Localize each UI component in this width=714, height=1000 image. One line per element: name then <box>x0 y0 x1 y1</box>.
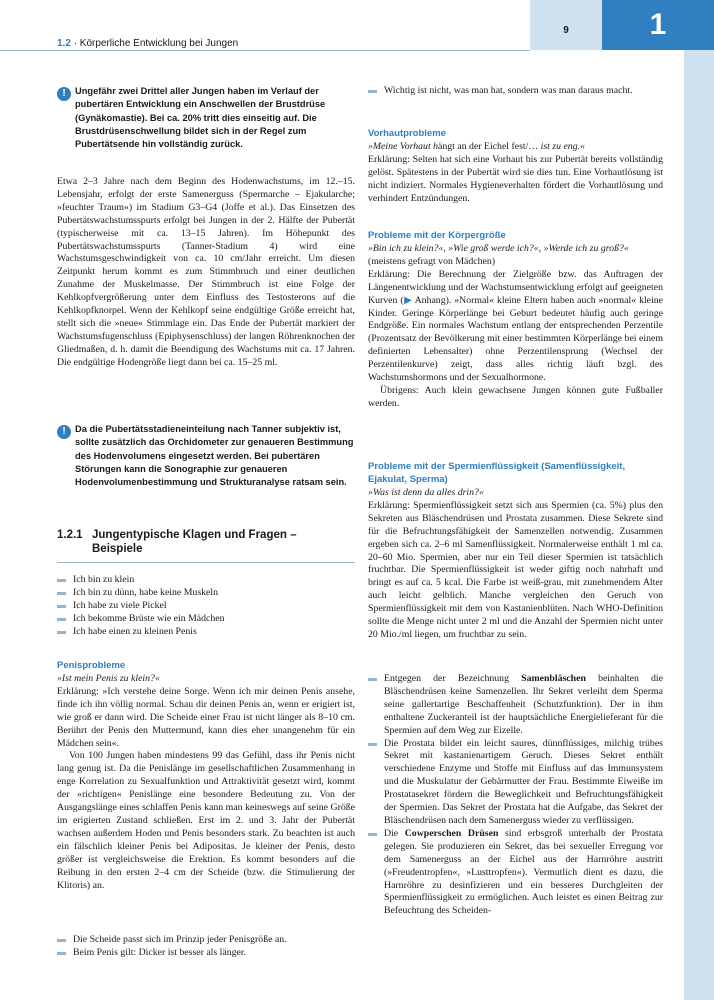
page-number: 9 <box>563 25 569 36</box>
penis-section <box>57 673 355 892</box>
height-question: »Bin ich zu klein?«, »Wie groß werde ich?«, »Werde ich zu groß?« <box>368 243 629 254</box>
page-number-tab <box>530 0 602 50</box>
list-item: Die Cowperschen Drüsen sind erbsgroß unterhalb der Prostata gelegen. Sie produzieren ein Sekret, das bei sexueller Erregung vor dem Samenerguss an der Eichel aus der Harnröhre austritt (»Freudentropfen«, »Lusttropfen«). Vermutlich dient es dazu, die Harnröhre zu desinfizieren und ein besseres Durchgleiten der Spermienflüssigkeit zu ermöglichen. Auch leistet es einen Beitrag zur Befeuchtung des Scheiden- <box>368 828 663 918</box>
note-tanner: Da die Pubertätsstadieneinteilung nach Tanner subjektiv ist, sollte zusätzlich das Orchidometer zur genaueren Bestimmung des Hodenvolumens eingesetzt werden. Bei pubertären Störungen kann die Sonographie zur genaueren Hodenvolumenbestimmung und Strukturanalyse ratsam sein. <box>75 424 354 488</box>
penis-text: Von 100 Jungen haben mindestens 99 das Gefühl, dass ihr Penis nicht lang genug ist. Da die Penislänge im gesellschaftlichen Zusammenhang in enge Korrelation zu Sexualfunktion und Attraktivität gesetzt wird, kommt der »richtigen« Penislänge eine besondere Bedeutung zu. Von der Ausgangslänge eines schlaffen Penis kann man keineswegs auf seine Größe im erigierten Zustand schließen. Erst im 2. und 3. Jahr der Pubertät wachsen außerdem Hoden und Penis besonders stark. Zu beachten ist auch ein fälschlich kleiner Penis bei Adipositas. Je kleiner der Penis, desto größer ist vergleichsweise die Erektion. Es kommt besonders auf die Reibung in den ersten 2–4 cm der Scheide (bzw. die Stimulierung der Klitoris) an. <box>57 750 355 891</box>
chapter-edge-strip <box>684 50 714 1000</box>
exclamation-icon: ! <box>57 87 71 101</box>
running-head <box>57 38 238 49</box>
topic-heading-height: Probleme mit der Körpergröße <box>368 230 506 241</box>
height-text-2: Übrigens: Auch klein gewachsene Jungen können gute Fußballer werden. <box>368 384 663 409</box>
list-item: Die Scheide passt sich im Prinzip jeder Penisgröße an. <box>57 934 355 947</box>
sperm-section <box>368 487 663 642</box>
paragraph-puberty <box>57 176 355 370</box>
topic-heading-foreskin: Vorhautprobleme <box>368 128 446 139</box>
reference-arrow-icon: ▶ <box>403 294 413 306</box>
list-item: Die Prostata bildet ein leicht saures, dünnflüssiges, milchig trübes Sekret mit kastanienartigem Geruch. Dieses Sekret enthält verschiedene Enzyme und Stoffe mit Einfluss auf das Immunsystem und die Muskulatur der Gebärmutter der Frau. Bestimmte Eiweiße im Prostatasekret fördern die Beweglichkeit und Befruchtungsfähigkeit der Spermien. Das Sekret der Prostata hat die Aufgabe, das Sekret der Bläschendrüsen nach dem Samenerguss wieder zu verflüssigen. <box>368 738 663 828</box>
foreskin-question-a: »Meine Vorhaut h <box>368 141 439 152</box>
chapter-tab <box>602 0 714 50</box>
foreskin-question-b: ängt an der Eichel fest/… <box>438 141 541 152</box>
penis-explanation: Erklärung: »Ich verstehe deine Sorge. Wenn ich mir deinen Penis ansehe, finde ich ihn völlig normal. Schau dir deinen Penis an, wenn er erigiert ist, wie groß er dann wird. Die Scheide einer Frau ist nicht länger als 8–10 cm. Berührt der Penis den Muttermund, kann dies eher unangenehm für ein Mädchen sein«. <box>57 685 355 749</box>
list-item: Wichtig ist nicht, was man hat, sondern was man daraus macht. <box>368 85 663 98</box>
chapter-number: 1 <box>649 8 667 41</box>
sperm-question: »Was ist denn da alles drin?« <box>368 487 484 498</box>
list-item: Beim Penis gilt: Dicker ist besser als länger. <box>57 947 355 960</box>
subsection-title: Jungentypische Klagen und Fragen – Beispiele <box>92 529 297 555</box>
penis-bullets <box>57 934 355 960</box>
height-section <box>368 243 663 411</box>
list-item: Ich habe einen zu kleinen Penis <box>57 626 355 639</box>
list-item: Ich bekomme Brüste wie ein Mädchen <box>57 613 355 626</box>
list-item: Ich bin zu klein <box>57 574 355 587</box>
note-gynecomastia: Ungefähr zwei Drittel aller Jungen haben im Verlauf der pubertären Entwicklung ein Anschwellen der Brustdrüse (Gynäkomastie). Bei ca. 20% tritt dies einseitig auf. Die Brustdrüsenschwellung bildet sich in der Regel zum Pubertätsende hin vollständig zurück. <box>75 86 326 150</box>
sperm-explanation: Erklärung: Spermienflüssigkeit setzt sich aus Spermien (ca. 5%) plus den Sekreten aus Bläschendrüsen und Prostata zusammen. Diese Sekrete sind für die Befruchtungsfähigkeit der Samenzellen notwendig. Zusammen ergeben sich ca. 2–6 ml Samenflüssigkeit. Normalerweise enthält 1 ml ca. 20–60 Mio. Spermien, aber nur ein Teil dieser Spermien ist tatsächlich fruchtbar. Die Spermienflüssigkeit ist weder giftig noch nahrhaft und bringt es auf ca. 5 kcal. Die Farbe ist weiß-grau, mit zunehmendem Alter auch leicht gelblich. Manche vergleichen den Geruch von Spermienflüssigkeit mit dem von Kastanienblüten. Nach WHO-Definition sollte die Menge nicht unter 2 ml und die Anzahl der Spermien nicht unter 20 Mio./ml liegen, um fruchtbar zu sein. <box>368 499 663 640</box>
section-title: · Körperliche Entwicklung bei Jungen <box>73 38 239 49</box>
foreskin-question-c: ist zu eng.« <box>540 141 585 152</box>
foreskin-explanation: Erklärung: Selten hat sich eine Vorhaut bis zur Pubertät bereits vollständig gelöst. Spätestens in der Pubertät wird sie dies tun. Eine Vorhautlösung ist nicht indiziert. Normales Hygieneverhalten fördert die Vorhautlösung und verhindert Entzündungen. <box>368 153 663 204</box>
topic-heading-penis: Penisprobleme <box>57 660 126 671</box>
list-item: Ich bin zu dünn, habe keine Muskeln <box>57 587 355 600</box>
penis-question: »Ist mein Penis zu klein?« <box>57 673 160 684</box>
complaints-list <box>57 574 355 639</box>
header-rule <box>0 50 530 51</box>
sperm-bullets <box>368 673 663 918</box>
top-bullet-list <box>368 85 663 98</box>
subsection-rule <box>57 562 355 563</box>
section-number: 1.2 <box>57 38 71 49</box>
height-text-b: Anhang). »Normal« kleine Eltern haben auch »normal« kleine Kinder. Geringe Körperlänge bei Geburt bedeutet häufig auch geringe Endgröße. Ein normales Wachstum entlang der entsprechenden Perzentile (Prozentsatz der Bevölkerung mit einer bestimmten Körperlänge bei einem definierten Lebensalter) ohne Perzentilensprung (Wechsel der Perzentilenkurve) zeigt, dass alles richtig läuft bzgl. des Wachstumshormons und der Sexualhormone. <box>368 294 664 384</box>
list-item: Ich habe zu viele Pickel <box>57 600 355 613</box>
term-cowpersche-druesen: Cowperschen Drüsen <box>404 827 499 839</box>
term-samenblaeschen: Samenbläschen <box>521 673 586 684</box>
topic-heading-sperm: Probleme mit der Spermienflüssigkeit (Samenflüssigkeit, Ejakulat, Sperma) <box>368 461 626 485</box>
exclamation-icon: ! <box>57 425 71 439</box>
list-item: Entgegen der Bezeichnung Samenbläschen beinhalten die Bläschendrüsen keine Samenzellen. Ihr Sekret verleiht dem Sperma seine gallertartige Beschaffenheit (Schutzfunktion). Der in ihm enthaltene Zuckeranteil ist der hauptsächliche Energielieferant für die Spermien auf dem Weg zur Eizelle. <box>368 673 663 738</box>
foreskin-section <box>368 141 663 206</box>
height-asked: (meistens gefragt von Mädchen) <box>368 255 496 267</box>
subsection-number: 1.2.1 <box>57 529 83 541</box>
paragraph-text: Etwa 2–3 Jahre nach dem Beginn des Hodenwachstums, im 12.–15. Lebensjahr, erfolgt der erste Samenerguss (Spermarche – Ejakularche; »feuchter Traum«) im Stadium G3–G4 (Joffe et al.). Das Einsetzen des Pubertätswachstumsspurts erfolgt bei Jungen in der 2. Hälfte der Pubertät (typischerweise mit ca. 13–15 Jahren). Im Höhepunkt des Pubertätswachstumsspurts (Tanner-Stadium 4) wird eine Wachstumsgeschwindigkeit von ca. 10 cm/Jahr erreicht. Um diesen Zeitpunkt herum kommt es zum Stimmbruch und einer deutlichen Zunahme der Muskelmasse. Der Stimmbruch ist eine Folge der Kehlkopfvergrößerung unter dem Einfluss des Testosterons auf die Kehlkopfknorpel. Wenn der Kehlkopf seine endgültige Größe erreicht hat, stellt sich die »neue« Stimmlage ein. Das Ende der Pubertät markiert der Wachstumsfugenschluss (Epiphysenschluss) der langen Röhrenknochen der Gliedmaßen, d. h. damit die Beendigung des Wachstums mit ca. 17 Jahren. Die endgültige Hodengröße liegt dann bei ca. 15–25 ml. <box>57 176 355 368</box>
height-text-a: Erklärung: Die Berechnung der Zielgröße bzw. das Auftragen der Längenentwicklung und der Wachstumsentwicklung erfolgt auf geeigneten Kurven ( <box>368 268 663 306</box>
